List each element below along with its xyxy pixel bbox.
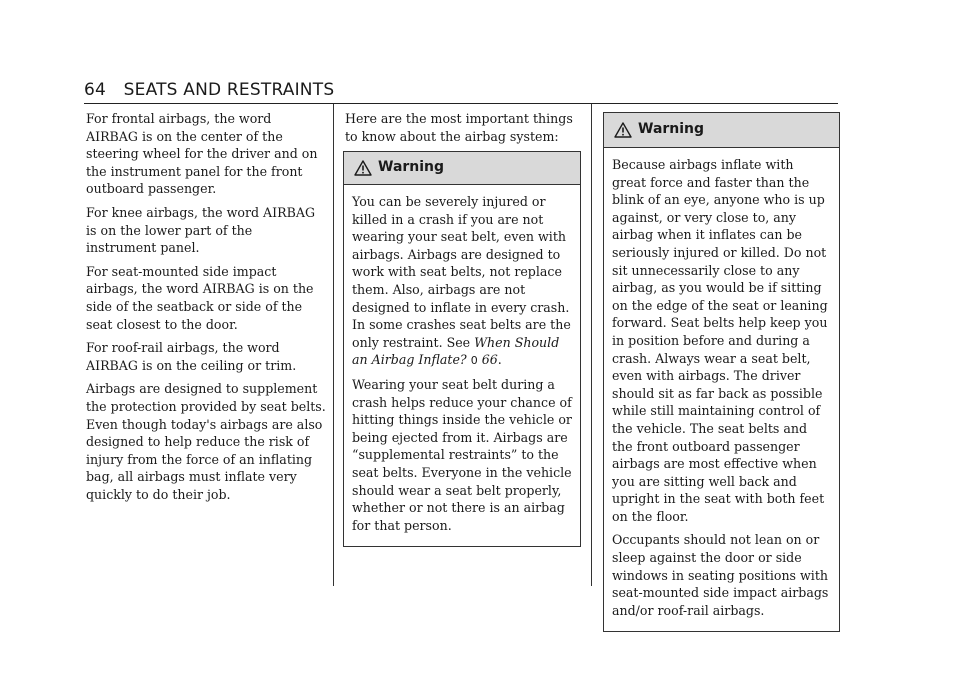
- warning-text: You can be severely injured or killed in a crash if you are not wearing your seat belt, even with airbags. Airbags are designed to work with seat belts, not replace them. Also, airbags are not designed to inflate in every crash. In some crashes seat belts are the only restraint. See: [352, 194, 571, 350]
- warning-triangle-icon: [614, 122, 632, 138]
- intro-paragraph: Here are the most important things to know about the airbag system:: [345, 111, 573, 144]
- column-divider: [333, 104, 334, 586]
- paragraph: For seat-mounted side impact airbags, the word AIRBAG is on the side of the seatback or side of the seat closest to the door.: [86, 263, 314, 332]
- warning-triangle-icon: [354, 160, 372, 176]
- warning-heading: Warning: [378, 159, 445, 176]
- warning-header: [604, 113, 839, 148]
- page-number: 64: [84, 80, 107, 100]
- column-2: [345, 110, 581, 151]
- sentence-end: .: [497, 352, 502, 368]
- warning-paragraph: Occupants should not lean on or sleep against the door or side windows in seating positions with seat-mounted side impact airbags and/or roof-rail airbags.: [612, 532, 829, 618]
- paragraph: For knee airbags, the word AIRBAG is on the lower part of the instrument panel.: [86, 204, 315, 256]
- warning-heading: Warning: [638, 121, 705, 138]
- page-ref-arrow-icon: 0: [470, 354, 478, 368]
- header-rule: [84, 103, 838, 104]
- warning-paragraph: Because airbags inflate with great force and faster than the blink of an eye, anyone who is up against, or very close to, any airbag when it inflates can be seriously injured or killed. Do not sit unnecessarily close to any airbag, as you would be if sitting on the edge of the seat or leaning forward. Seat belts help keep you in position before and during a crash. Always wear a seat belt, even with airbags. The driver should sit as far back as possible while still maintaining control of the vehicle. The seat belts and the front outboard passenger airbags are most effective when you are sitting well back and upright in the seat with both feet on the floor.: [612, 157, 828, 524]
- page-ref-number[interactable]: 66: [481, 352, 498, 368]
- warning-header: [344, 152, 580, 185]
- warning-box: [343, 151, 581, 547]
- warning-body: [604, 148, 839, 631]
- page-header: [84, 80, 838, 100]
- paragraph: For roof-rail airbags, the word AIRBAG is on the ceiling or trim.: [86, 340, 297, 373]
- column-1: [86, 110, 326, 509]
- column-divider: [591, 104, 592, 586]
- section-title: SEATS AND RESTRAINTS: [123, 80, 335, 100]
- paragraph: Airbags are designed to supplement the protection provided by seat belts. Even though today's airbags are also designed to help reduce the risk of injury from the force of an inflating bag, all airbags must inflate very quickly to do their job.: [86, 381, 326, 502]
- warning-body: [344, 185, 580, 546]
- warning-paragraph: [352, 193, 572, 370]
- cross-reference-link[interactable]: When Should an Airbag Inflate?: [352, 334, 560, 368]
- warning-box: [603, 112, 840, 632]
- warning-paragraph: Wearing your seat belt during a crash helps reduce your chance of hitting things inside the vehicle or being ejected from it. Airbags are “supplemental restraints” to the seat belts. Everyone in the vehicle should wear a seat belt properly, whether or not there is an airbag for that person.: [352, 376, 572, 533]
- paragraph: For frontal airbags, the word AIRBAG is on the center of the steering wheel for the driver and on the instrument panel for the front outboard passenger.: [86, 111, 318, 197]
